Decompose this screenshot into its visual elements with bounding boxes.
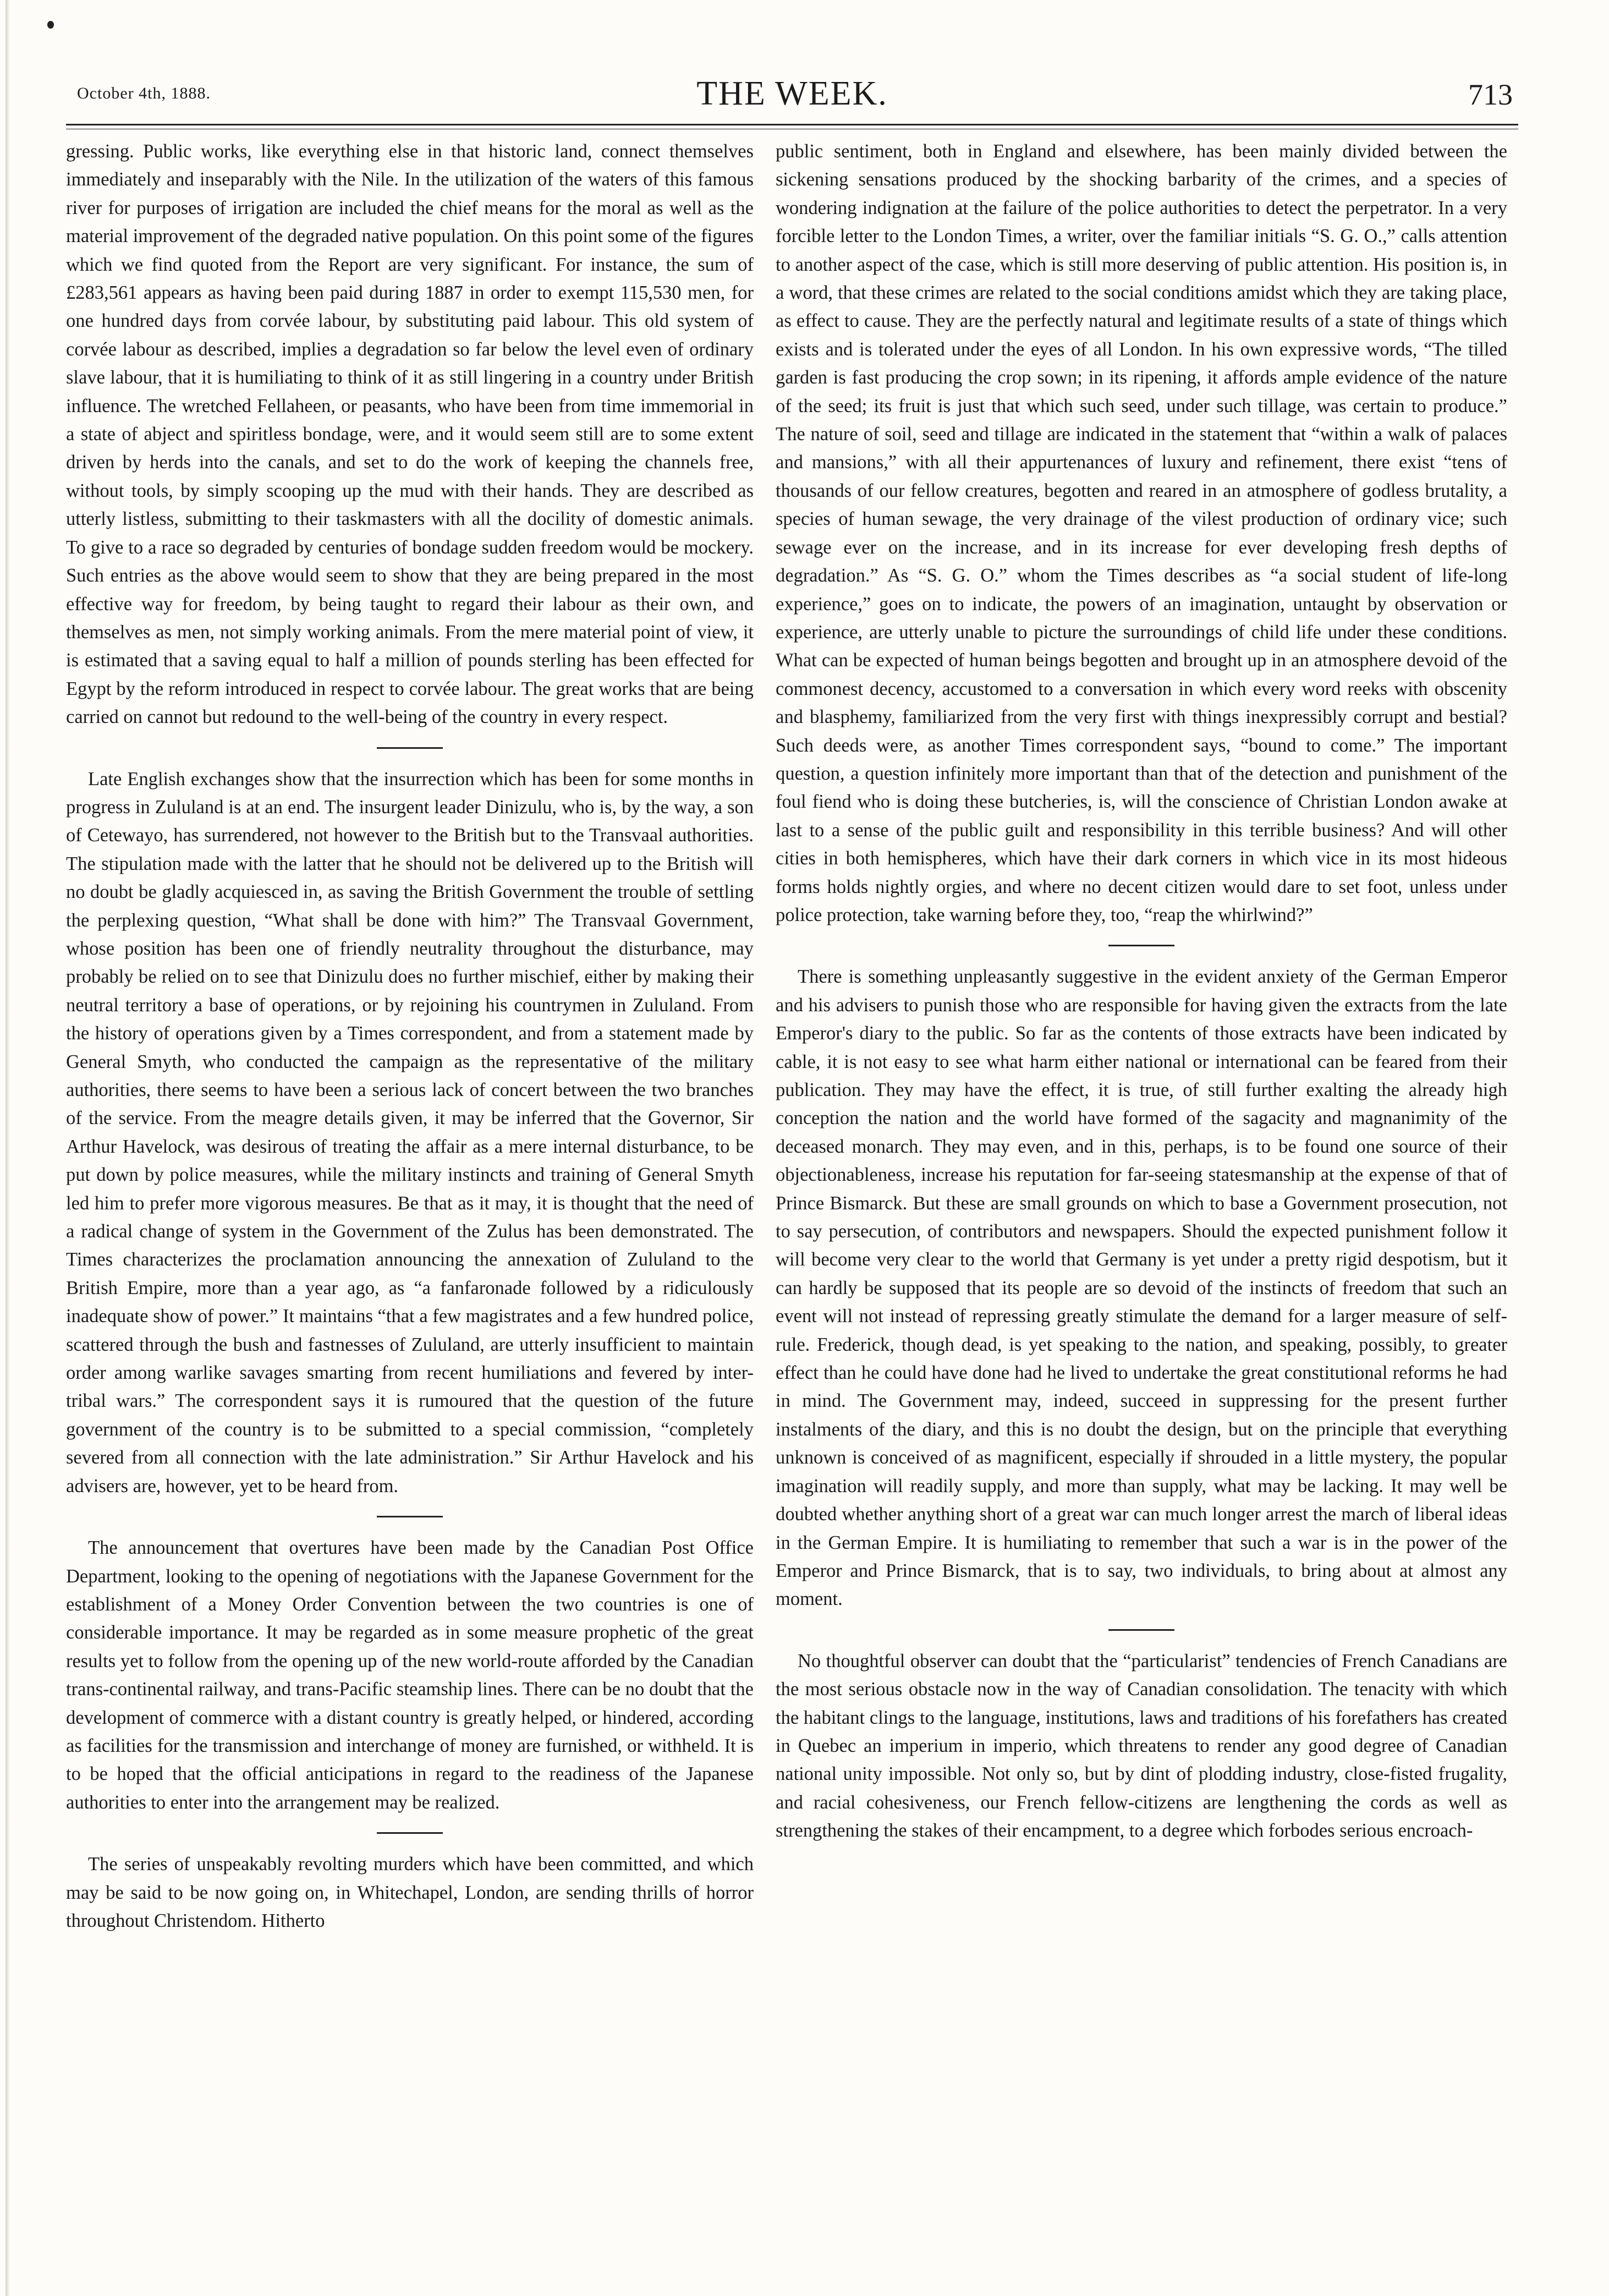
- article-paragraph: public sentiment, both in England and elsewhere, has been mainly divided between the sickening sensations produced by the shocking barbarity of the crimes, and a species of wondering indignation at the failure of the police authorities to detect the perpetrator. In a very forcible letter to the London Times, a writer, over the familiar initials “S. G. O.,” calls attention to another aspect of the case, which is still more deserving of public attention. His position is, in a word, that these crimes are related to the social conditions amidst which they are taking place, as effect to cause. They are the perfectly natural and legitimate results of a state of things which exists and is tolerated under the eyes of all London. In his own expressive words, “The tilled garden is fast producing the crop sown; in its ripening, it affords ample evidence of the nature of the seed; its fruit is just that which such seed, under such tillage, was certain to produce.” The nature of soil, seed and tillage are indicated in the statement that “within a walk of palaces and mansions,” with all their appurtenances of luxury and refinement, there exist “tens of thousands of our fellow creatures, begotten and reared in an atmosphere of godless brutality, a species of human sewage, the very drainage of the vilest production of ordinary vice; such sewage ever on the increase, and in its increase for ever developing fresh depths of degradation.” As “S. G. O.” whom the Times describes as “a social student of life-long experience,” goes on to indicate, the powers of an imagination, untaught by observation or experience, are utterly unable to picture the surroundings of child life under these conditions. What can be expected of human beings begotten and brought up in an atmosphere devoid of the commonest decency, accustomed to a conversation in which every word reeks with obscenity and blasphemy, familiarized from the very first with things inexpressibly corrupt and bestial? Such deeds were, as another Times correspondent says, “bound to come.” The important question, a question infinitely more important than that of the detection and punishment of the foul fiend who is doing these butcheries, is, will the conscience of Christian London awake at last to a sense of the public guilt and responsibility in this terrible business? And will other cities in both hemispheres, which have their dark corners in which vice in its most hideous forms holds nightly orgies, and where no decent citizen would dare to set foot, unless under police protection, take warning before they, too, “reap the whirlwind?”: [776, 141, 1507, 925]
- article-paragraph: The announcement that overtures have been made by the Canadian Post Office Department, looking to the opening of negotiations with the Japanese Government for the establishment of a Money Order Convention between the two countries is one of considerable importance. It may be regarded as in some measure prophetic of the great results yet to follow from the opening up of the new world-route afforded by the Canadian trans-continental railway, and trans-Pacific steamship lines. There can be no doubt that the development of commerce with a distant country is greatly helped, or hindered, according as facilities for the transmission and interchange of money are furnished, or withheld. It is to be hoped that the official anticipations in regard to the readiness of the Japanese authorities to enter into the arrangement may be realized.: [66, 1537, 754, 1813]
- section-separator: [1108, 945, 1174, 946]
- section-separator: [377, 747, 443, 749]
- masthead: [66, 74, 1518, 113]
- article-paragraph: There is something unpleasantly suggestive in the evident anxiety of the German Emperor and his advisers to punish those who are responsible for having given the extracts from the late Emperor's diary to the public. So far as the contents of those extracts have been indicated by cable, it is not easy to see what harm either national or international can be feared from their publication. They may have the effect, it is true, of still further exalting the already high conception the nation and the world have formed of the sagacity and magnanimity of the deceased monarch. They may even, and in this, perhaps, is to be found one source of their objectionableness, increase his reputation for far-seeing statesmanship at the expense of that of Prince Bismarck. But these are small grounds on which to base a Government prosecution, not to say persecution, of contributors and newspapers. Should the expected punishment follow it will become very clear to the world that Germany is yet under a pretty rigid despotism, but it can hardly be supposed that its people are so devoid of the instincts of freedom that such an event will not instead of repressing greatly stimulate the demand for a larger measure of self-rule. Frederick, though dead, is yet speaking to the nation, and speaking, possibly, to greater effect than he could have done had he lived to undertake the great constitutional reforms he had in mind. The Government may, indeed, succeed in suppressing for the present further instalments of the diary, and this is no doubt the design, but on the principle that everything unknown is conceived of as magnificent, especially if shrouded in a little mystery, the popular imagination will readily supply, and more than supply, what may be lacking. It may well be doubted whether anything short of a great war can much longer arrest the march of liberal ideas in the German Empire. It is humiliating to remember that such a war is in the power of the Emperor and Prince Bismarck, that is to say, two individuals, to bring about at almost any moment.: [776, 966, 1507, 1610]
- article-paragraph: The series of unspeakably revolting murders which have been committed, and which may be said to be now going on, in Whitechapel, London, are sending thrills of horror throughout Christendom. Hitherto: [66, 1854, 754, 1931]
- issue-date: October 4th, 1888.: [77, 84, 211, 102]
- section-separator: [377, 1832, 443, 1834]
- right-column: [776, 138, 1507, 1853]
- article-paragraph: Late English exchanges show that the insurrection which has been for some months in progress in Zululand is at an end. The insurgent leader Dinizulu, who is, by the way, a son of Cetewayo, has surrendered, not however to the British but to the Transvaal authorities. The stipulation made with the latter that he should not be delivered up to the British will no doubt be gladly acquiesced in, as saving the British Government the trouble of settling the perplexing question, “What shall be done with him?” The Transvaal Government, whose position has been one of friendly neutrality throughout the disturbance, may probably be relied on to see that Dinizulu does no further mischief, either by making their neutral territory a base of operations, or by rejoining his countrymen in Zululand. From the history of operations given by a Times correspondent, and from a statement made by General Smyth, who conducted the campaign as the representative of the military authorities, there seems to have been a serious lack of concert between the two branches of the service. From the meagre details given, it may be inferred that the Governor, Sir Arthur Havelock, was desirous of treating the affair as a mere internal disturbance, to be put down by police measures, while the military instincts and training of General Smyth led him to prefer more vigorous measures. Be that as it may, it is thought that the need of a radical change of system in the Government of the Zulus has been demonstrated. The Times characterizes the proclamation announcing the annexation of Zululand to the British Empire, more than a year ago, as “a fanfaronade followed by a ridiculously inadequate show of power.” It maintains “that a few magistrates and a few hundred police, scattered through the bush and fastnesses of Zululand, are utterly insufficient to maintain order among warlike savages smarting from recent humiliations and fevered by inter-tribal wars.” The correspondent says it is rumoured that the question of the future government of the country is to be submitted to a special commission, “completely severed from all connection with the late administration.” Sir Arthur Havelock and his advisers are, however, yet to be heard from.: [66, 768, 754, 1497]
- article-paragraph: No thoughtful observer can doubt that the “particularist” tendencies of French Canadians are the most serious obstacle now in the way of Canadian consolidation. The tenacity with which the habitant clings to the language, institutions, laws and traditions of his forefathers has created in Quebec an imperium in imperio, which threatens to render any good degree of Canadian national unity impossible. Not only so, but by dint of plodding industry, close-fisted frugality, and racial cohesiveness, our French fellow-citizens are lengthening the cords as well as strengthening the stakes of their encampment, to a degree which forbodes serious encroach-: [776, 1650, 1507, 1842]
- header-rule: [66, 124, 1518, 125]
- page-spine-shadow: [6, 0, 10, 2296]
- section-separator: [1108, 1629, 1174, 1631]
- page-number: 713: [1468, 78, 1513, 111]
- left-column: [66, 138, 754, 1943]
- ink-blot: [47, 21, 54, 29]
- publication-title: THE WEEK.: [696, 75, 888, 112]
- article-paragraph: gressing. Public works, like everything else in that historic land, connect themselves immediately and inseparably with the Nile. In the utilization of the waters of this famous river for purposes of irrigation are included the chief means for the moral as well as the material improvement of the degraded native population. On this point some of the figures which we find quoted from the Report are very significant. For instance, the sum of £283,561 appears as having been paid during 1887 in order to exempt 115,530 men, for one hundred days from corvée labour, by substituting paid labour. This old system of corvée labour as described, implies a degradation so far below the level even of ordinary slave labour, that it is humiliating to think of it as still lingering in a country under British influence. The wretched Fellaheen, or peasants, who have been from time immemorial in a state of abject and spiritless bondage, were, and it would seem still are to some extent driven by herds into the canals, and set to do the work of keeping the channels free, without tools, by simply scooping up the mud with their hands. They are described as utterly listless, submitting to their taskmasters with all the docility of domestic animals. To give to a race so degraded by centuries of bondage sudden freedom would be mockery. Such entries as the above would seem to show that they are being prepared in the most effective way for freedom, by being taught to regard their labour as their own, and themselves as men, not simply working animals. From the mere material point of view, it is estimated that a saving equal to half a million of pounds sterling has been effected for Egypt by the reform introduced in respect to corvée labour. The great works that are being carried on cannot but redound to the well-being of the country in every respect.: [66, 141, 754, 728]
- section-separator: [377, 1516, 443, 1517]
